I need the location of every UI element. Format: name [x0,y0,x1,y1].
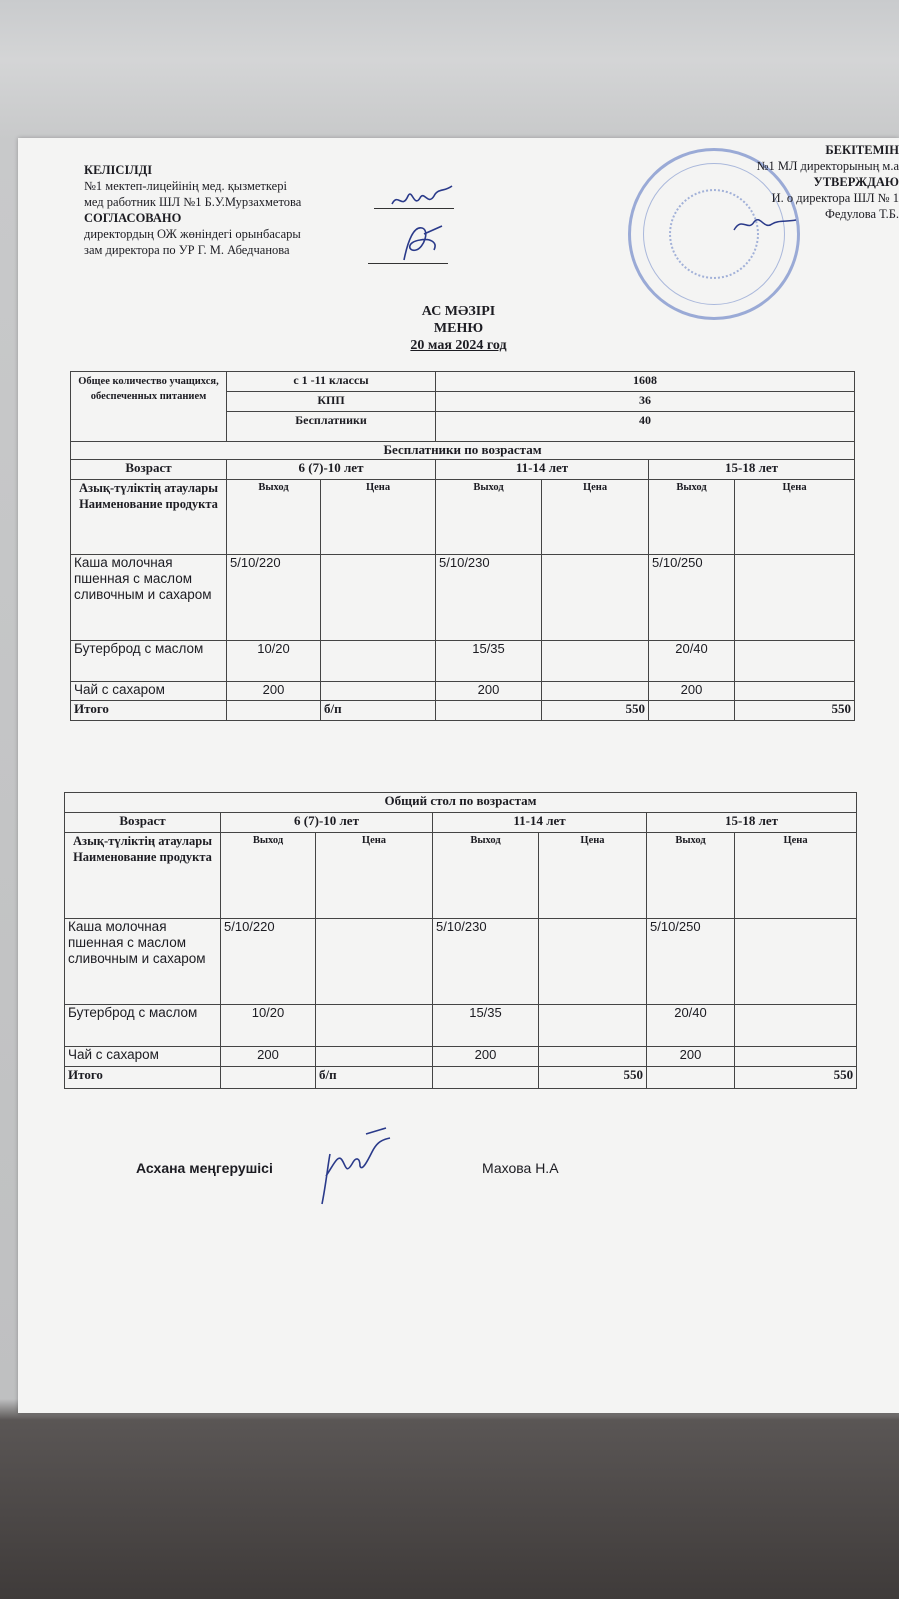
total-value: 550 [735,701,855,721]
table-row [65,1047,857,1067]
price-value [735,1047,857,1067]
med-worker-kz: №1 мектеп-лицейінің мед. қызметкері [84,179,287,193]
product-name: Каша молочная пшенная с маслом сливочным и сахаром [71,555,227,641]
price-value [542,682,649,701]
out-value: 200 [221,1047,316,1067]
price-value [735,682,855,701]
utverzhdayu-label: УТВЕРЖДАЮ [813,175,899,189]
approval-block-left [84,162,301,258]
out-value: 200 [649,682,735,701]
product-name: Бутерброд с маслом [65,1005,221,1047]
age-group: 6 (7)-10 лет [221,813,433,833]
price-value [735,919,857,1005]
med-worker-ru: мед работник ШЛ №1 Б.У.Мурзахметова [84,195,302,209]
total-value: 550 [542,701,649,721]
out-value: 5/10/220 [221,919,316,1005]
director-kz: №1 МЛ директорының м.а [756,159,899,173]
price-header: Цена [542,480,649,555]
out-value: 5/10/220 [227,555,321,641]
table-row [65,919,857,1005]
title-ru: МЕНЮ [433,321,484,336]
total-value: б/п [321,701,436,721]
price-header: Цена [735,833,857,919]
price-header: Цена [539,833,647,919]
price-value [539,1005,647,1047]
out-value: 5/10/250 [647,919,735,1005]
total-label: Итого [65,1067,221,1089]
summary-row-name: Бесплатники [227,412,436,442]
price-value [542,555,649,641]
price-value [321,682,436,701]
price-value [321,641,436,682]
product-header: Азық-түліктің атаулары Наименование продукта [71,480,227,555]
out-value: 200 [647,1047,735,1067]
price-value [735,1005,857,1047]
table-row [71,641,855,682]
out-value: 200 [436,682,542,701]
out-value: 200 [433,1047,539,1067]
price-header: Цена [321,480,436,555]
total-label: Итого [71,701,227,721]
summary-row-name: КПП [227,392,436,412]
out-value: 20/40 [647,1005,735,1047]
summary-row-value: 36 [436,392,855,412]
director-ru: И. о директора ШЛ № 1 [771,191,899,205]
out-value: 5/10/230 [436,555,542,641]
summary-label: Общее количество учащихся, обеспеченных питанием [71,372,227,442]
age-group: 6 (7)-10 лет [227,460,436,480]
out-value: 5/10/250 [649,555,735,641]
price-value [321,555,436,641]
approval-block-right [708,142,899,222]
signature-deputy [394,220,454,268]
out-value: 15/35 [436,641,542,682]
table-row [71,682,855,701]
deputy-kz: директордың ОЖ жөніндегі орынбасары [84,227,301,241]
summary-row-name: с 1 -11 классы [227,372,436,392]
out-value: 20/40 [649,641,735,682]
price-value [316,919,433,1005]
total-row [65,1067,857,1089]
document-page [18,138,899,1413]
document-title [18,303,899,354]
price-value [539,1047,647,1067]
price-value [316,1047,433,1067]
out-header: Выход [647,833,735,919]
canteen-head-label: Асхана меңгерушісі [136,1160,273,1176]
out-header: Выход [227,480,321,555]
signature-director [730,212,800,236]
age-group: 15-18 лет [647,813,857,833]
out-value: 200 [227,682,321,701]
table-row [65,1005,857,1047]
total-value: 550 [539,1067,647,1089]
menu-date: 20 мая 2024 год [410,338,507,353]
summary-row-value: 1608 [436,372,855,392]
out-header: Выход [649,480,735,555]
out-header: Выход [433,833,539,919]
table-title: Общий стол по возрастам [65,793,857,813]
kelisildi-label: КЕЛІСІЛДІ [84,163,153,177]
product-name: Бутерброд с маслом [71,641,227,682]
out-value: 5/10/230 [433,919,539,1005]
age-group: 15-18 лет [649,460,855,480]
age-group: 11-14 лет [433,813,647,833]
price-value [735,641,855,682]
product-header: Азық-түліктің атаулары Наименование продукта [65,833,221,919]
general-table [64,792,857,1089]
price-value [316,1005,433,1047]
product-name: Каша молочная пшенная с маслом сливочным и сахаром [65,919,221,1005]
summary-row-value: 40 [436,412,855,442]
product-name: Чай с сахаром [71,682,227,701]
total-row [71,701,855,721]
director-name: Федулова Т.Б. [824,207,899,221]
out-header: Выход [436,480,542,555]
product-name: Чай с сахаром [65,1047,221,1067]
free-meals-table [70,371,855,721]
signature-canteen-head [316,1124,396,1208]
out-value: 10/20 [227,641,321,682]
price-value [735,555,855,641]
price-value [539,919,647,1005]
table-row [71,555,855,641]
signature-med-worker [388,182,458,216]
out-value: 15/35 [433,1005,539,1047]
title-kz: АС МӘЗІРІ [421,304,496,319]
soglasovano-label: СОГЛАСОВАНО [84,211,182,225]
price-header: Цена [735,480,855,555]
deputy-ru: зам директора по УР Г. М. Абедчанова [84,243,290,257]
age-label: Возраст [65,813,221,833]
price-value [542,641,649,682]
out-value: 10/20 [221,1005,316,1047]
age-label: Возраст [71,460,227,480]
bekitemin-label: БЕКІТЕМІН [825,143,899,157]
table-title: Бесплатники по возрастам [71,442,855,460]
price-header: Цена [316,833,433,919]
total-value: б/п [316,1067,433,1089]
out-header: Выход [221,833,316,919]
total-value: 550 [735,1067,857,1089]
age-group: 11-14 лет [436,460,649,480]
canteen-head-name: Махова Н.А [482,1160,559,1176]
